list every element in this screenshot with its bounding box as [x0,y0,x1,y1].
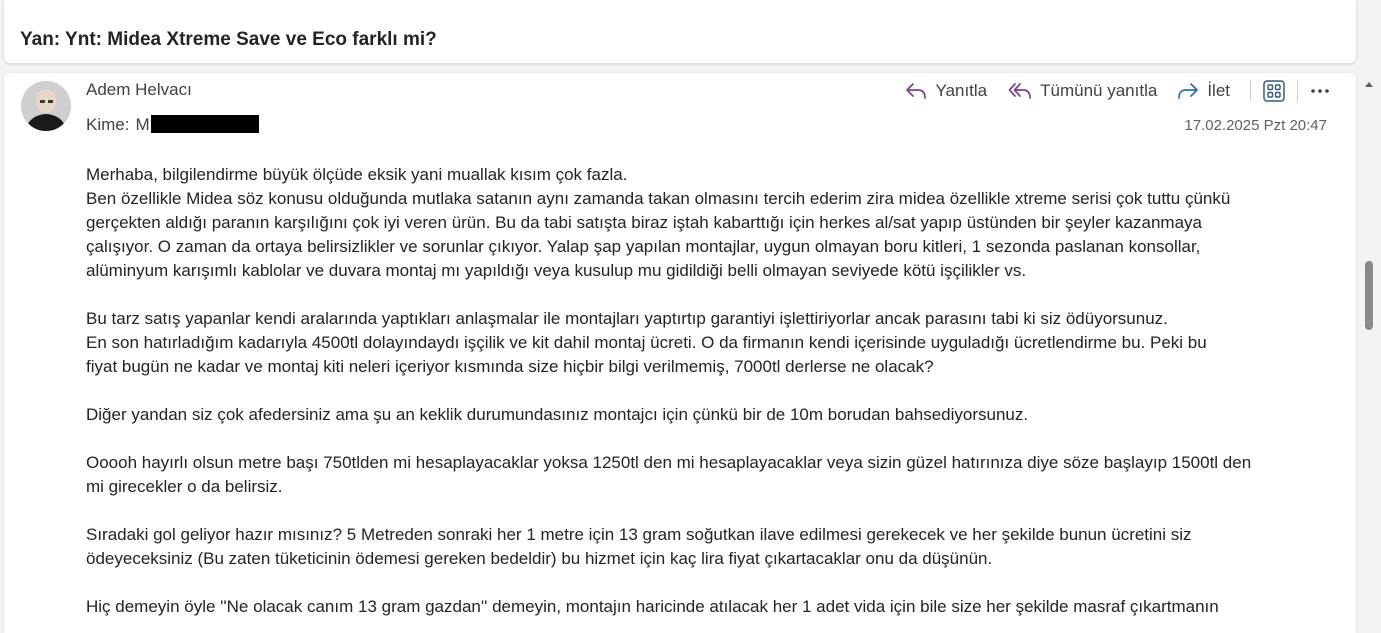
to-label: Kime: [86,115,130,134]
apps-grid-icon [1263,80,1285,102]
scroll-thumb[interactable] [1365,261,1373,330]
apps-button[interactable] [1263,80,1285,102]
more-actions-button[interactable] [1310,88,1330,94]
toolbar-divider [1250,80,1251,102]
sender-name[interactable]: Adem Helvacı [86,80,192,99]
body-line: fiyat bugün ne kadar ve montaj kiti neleri içeriyor kısmında size hiçbir bilgi verilmemiş, 7000tl derlerse ne olacak? [86,357,934,376]
email-subject: Yan: Ynt: Midea Xtreme Save ve Eco farklı mi? [20,29,437,50]
reply-all-button[interactable] [1008,81,1157,101]
recipient-name[interactable]: M [135,115,150,134]
forward-button[interactable] [1177,81,1230,101]
message-actions [905,79,1330,103]
redaction-bar [151,115,259,133]
body-paragraph [86,451,1331,499]
body-paragraph [86,307,1331,379]
body-line: Ooooh hayırlı olsun metre başı 750tlden mi hesaplayacaklar yoksa 1250tl den mi hesaplayacaklar veya sizin güzel hatırınıza diye söze başlayıp 1500tl den [86,453,1252,472]
message-timestamp: 17.02.2025 Pzt 20:47 [1184,117,1327,134]
body-line: Merhaba, bilgilendirme büyük ölçüde eksik yani muallak kısım çok fazla. [86,165,628,184]
body-line: mi girecekler o da belirsiz. [86,477,283,496]
reply-all-label: Tümünü yanıtla [1040,81,1158,100]
body-paragraph [86,163,1331,283]
body-line: gerçekten aldığı paranın karşılığını çok iyi veren ürün. Bu da tabi satışta biraz iştah kabarttığı için herkes al/sat yapıp üstünden bir şeyler kazanmaya [86,213,1202,232]
forward-label: İlet [1207,81,1230,100]
body-line: Bu tarz satış yapanlar kendi aralarında yaptıkları anlaşmalar ile montajları yaptırtıp garantiyi işlettiriyorlar ancak parasını tabi ki siz ödüyorsunuz. [86,309,1168,328]
message-body [86,163,1331,633]
forward-arrow-icon [1177,81,1199,101]
scroll-up-icon[interactable] [1363,79,1375,91]
vertical-scrollbar[interactable] [1363,73,1375,621]
body-line: Ben özellikle Midea söz konusu olduğunda mutlaka satanın aynı zamanda takan olmasını tercih ederim zira midea özellikle xtreme serisi çok tuttu çünkü [86,189,1231,208]
body-line: Hiç demeyin öyle ''Ne olacak canım 13 gram gazdan'' demeyin, montajın haricinde atılacak her 1 adet vida için bile size her şekilde masraf çıkartmanın [86,597,1219,616]
body-line: ödeyeceksiniz (Bu zaten tüketicinin ödemesi gereken bedeldir) bu hizmet için kaç lira fiyat çıkartacaklar onu da düşünün. [86,549,993,568]
message-card [4,73,1356,633]
avatar[interactable] [21,81,71,131]
subject-bar [4,0,1356,63]
body-line: En son hatırladığım kadarıyla 4500tl dolayındaydı işçilik ve kit dahil montaj ücreti. O da firmanın kendi içerisinde uyguladığı ücretlendirme bu. Peki bu [86,333,1207,352]
body-line: Sıradaki gol geliyor hazır mısınız? 5 Metreden sonraki her 1 metre için 13 gram soğutkan ilave edilmesi gerekecek ve her şekilde bunun ücretini siz [86,525,1192,544]
body-line: çalışıyor. O zaman da ortaya belirsizlikler ve sorunlar çıkıyor. Yalap şap yapılan montajlar, uygun olmayan boru kitleri, 1 sezonda paslanan konsollar, [86,237,1201,256]
body-paragraph [86,403,1331,427]
more-ellipsis-icon [1310,88,1330,94]
toolbar-divider [1297,80,1298,102]
reply-all-arrow-icon [1008,81,1032,101]
body-paragraph [86,595,1331,619]
recipient-line [86,115,259,135]
body-paragraph [86,523,1331,571]
reply-button[interactable] [905,81,987,101]
body-line: alüminyum karışımlı kablolar ve duvara montaj mı yapıldığı veya kusulup mu gidildiği belli olmayan seviyede kötü işçilikler vs. [86,261,1027,280]
avatar-photo [21,81,71,131]
body-line: Diğer yandan siz çok afedersiniz ama şu an keklik durumundasınız montajcı için çünkü bir de 10m borudan bahsediyorsunuz. [86,405,1029,424]
reply-label: Yanıtla [935,81,988,100]
reply-arrow-icon [905,81,927,101]
